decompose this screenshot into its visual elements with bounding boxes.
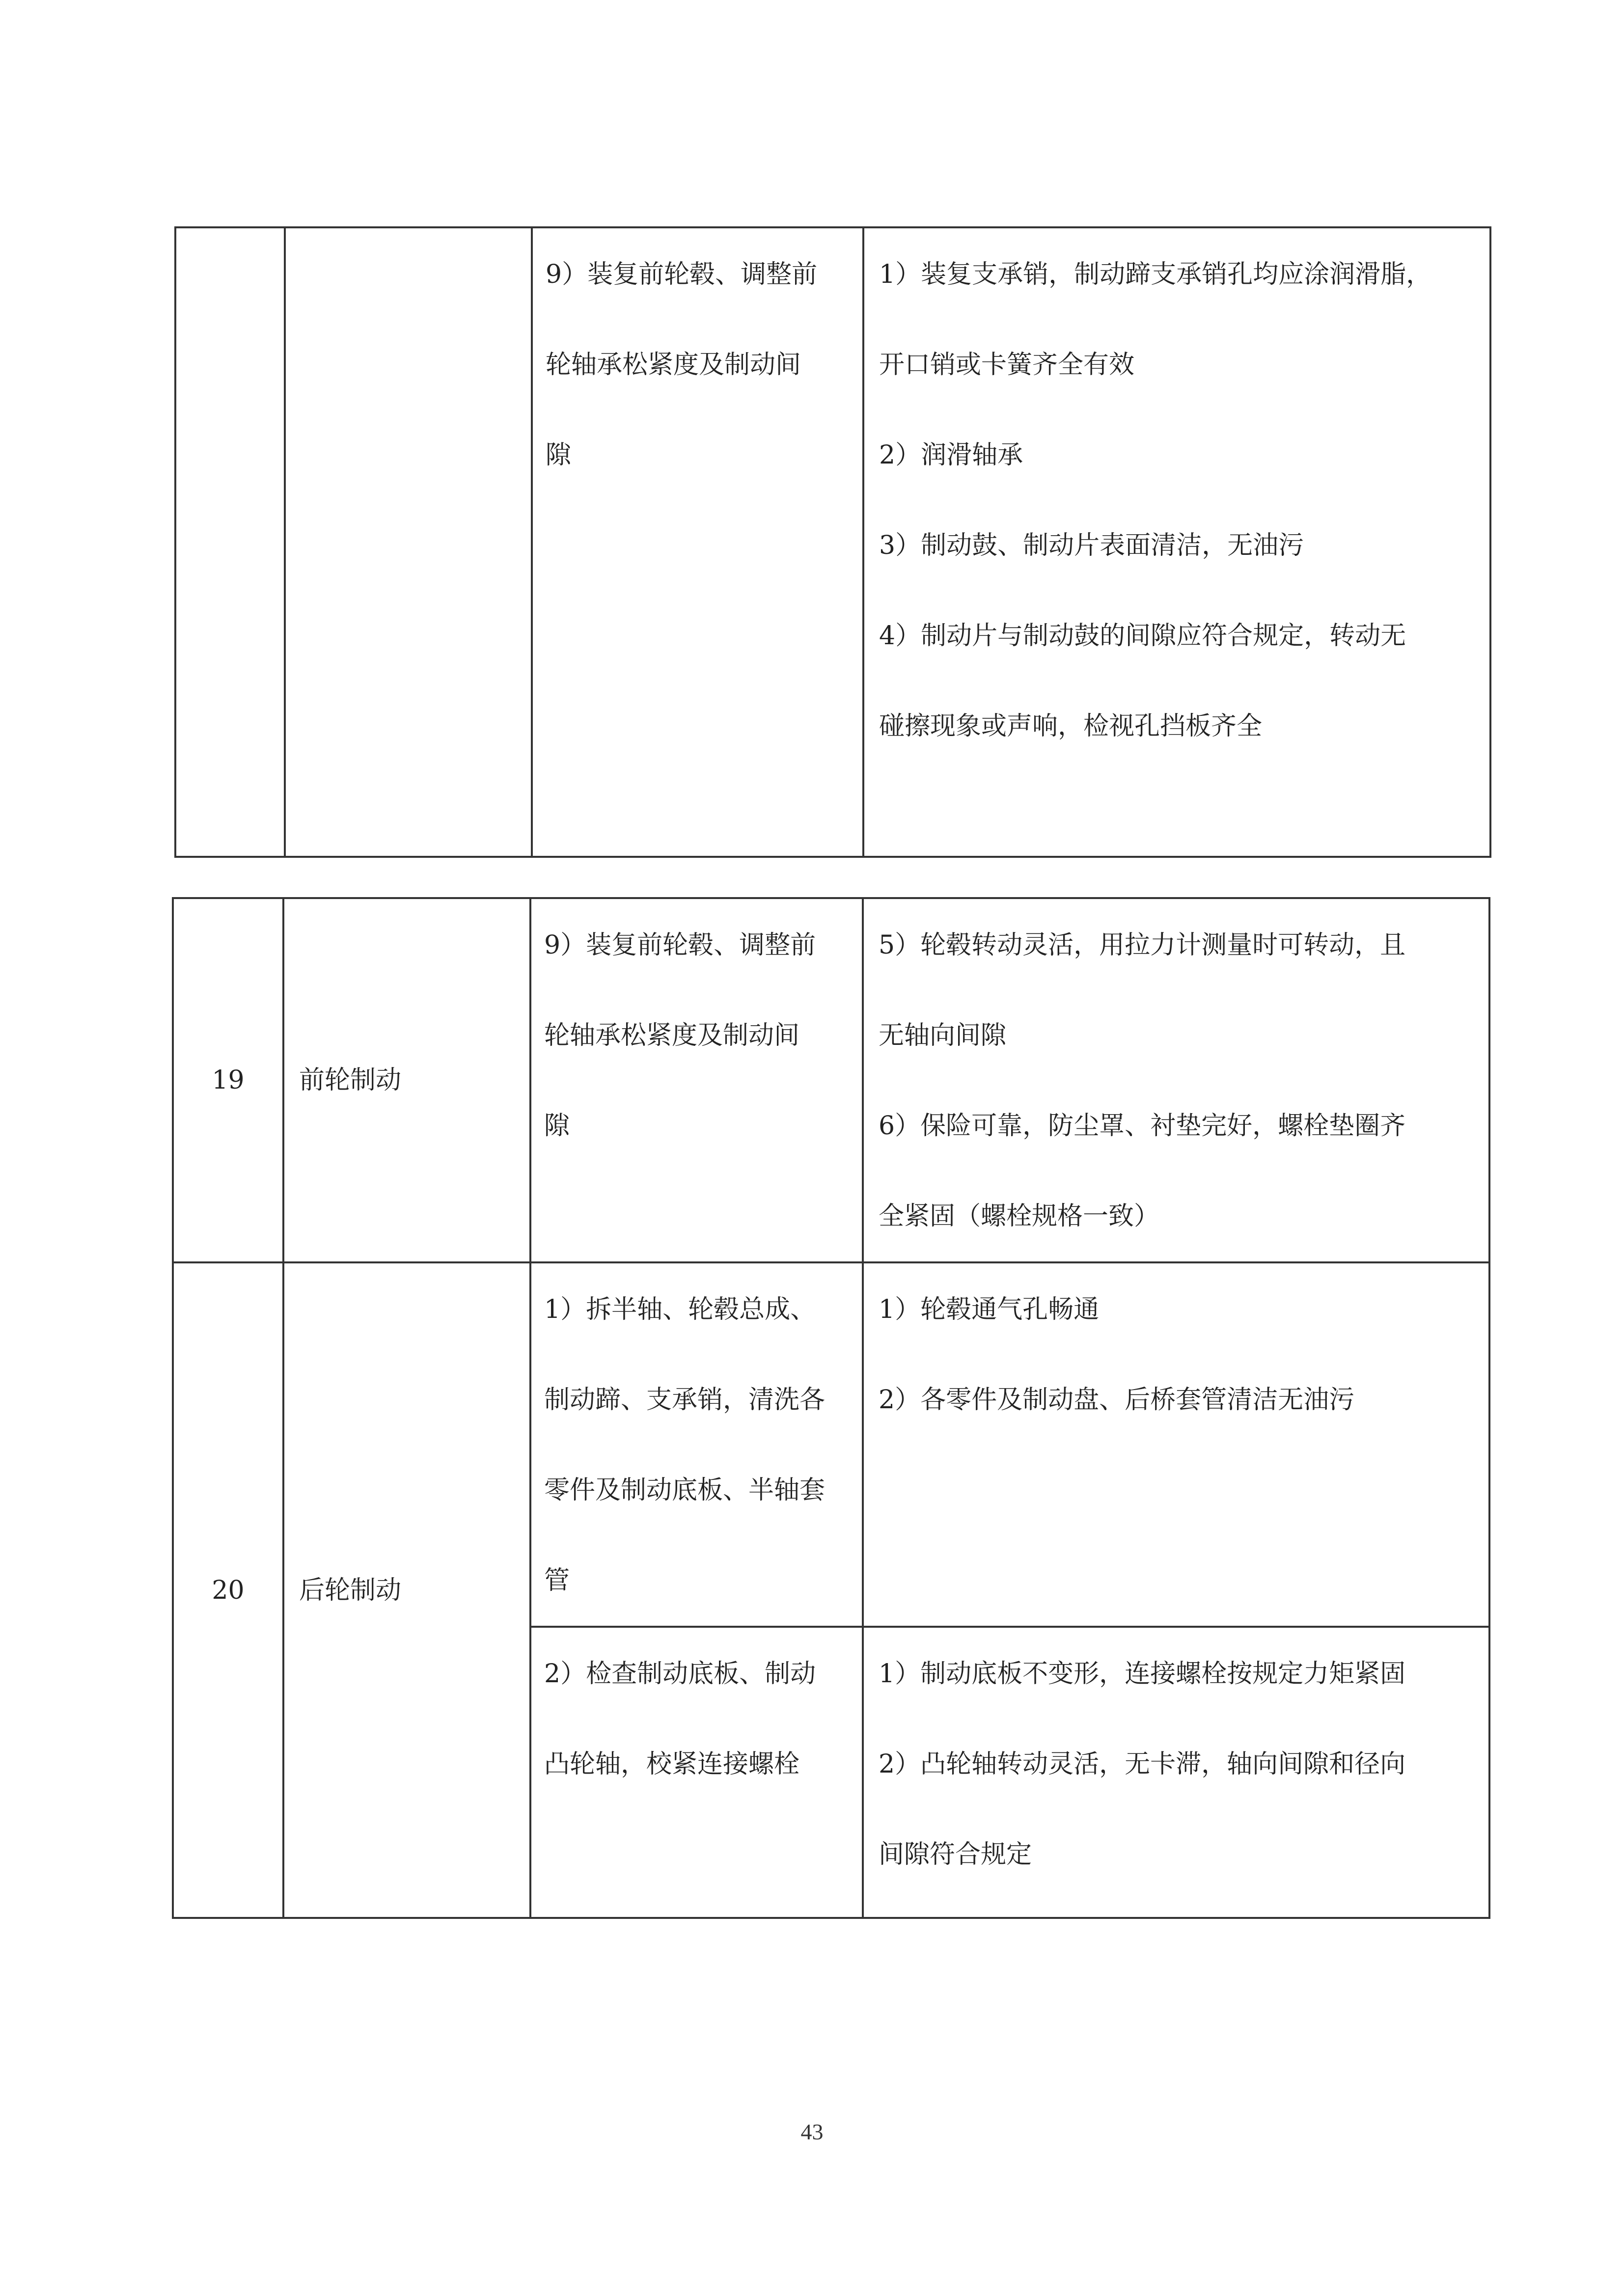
step-cell: [530, 1627, 863, 1918]
step-line: 1）拆半轴、轮毂总成、: [544, 1295, 816, 1324]
table-continued: [174, 226, 1491, 858]
requirement-cell: [863, 1262, 1489, 1627]
step-cell: [532, 227, 863, 857]
requirement-line: 开口销或卡簧齐全有效: [879, 350, 1135, 380]
requirement-line: 2）各零件及制动盘、后桥套管清洁无油污: [879, 1385, 1355, 1415]
requirement-cell: [863, 1627, 1489, 1918]
row-number-cell: 19: [173, 898, 283, 1262]
step-line: 零件及制动底板、半轴套: [544, 1476, 826, 1505]
item-name-cell: 后轮制动: [283, 1262, 530, 1918]
requirement-line: 4）制动片与制动鼓的间隙应符合规定，转动无: [879, 621, 1406, 651]
requirement-line: 1）制动底板不变形，连接螺栓按规定力矩紧固: [879, 1659, 1406, 1689]
requirement-cell: [863, 227, 1490, 857]
table-row-19: [173, 898, 1489, 1262]
item-name-cell: 前轮制动: [283, 898, 530, 1262]
step-line: 制动蹄、支承销，清洗各: [544, 1385, 826, 1415]
requirement-line: 无轴向间隙: [879, 1021, 1007, 1050]
step-line: 轮轴承松紧度及制动间: [546, 350, 801, 380]
step-line: 轮轴承松紧度及制动间: [544, 1021, 800, 1050]
row-number-cell: 20: [173, 1262, 283, 1918]
requirement-line: 1）装复支承销，制动蹄支承销孔均应涂润滑脂，: [879, 260, 1432, 289]
step-line: 9）装复前轮毂、调整前: [544, 930, 816, 960]
step-line: 隙: [544, 1111, 570, 1141]
page-number: 43: [800, 2119, 824, 2144]
step-line: 9）装复前轮毂、调整前: [546, 260, 818, 289]
table-row: [175, 227, 1490, 857]
requirement-line: 全紧固（螺栓规格一致）: [879, 1202, 1160, 1231]
requirement-line: 间隙符合规定: [879, 1840, 1032, 1869]
step-line: 凸轮轴，校紧连接螺栓: [544, 1749, 800, 1779]
item-name-cell: [285, 227, 532, 857]
step-line: 2）检查制动底板、制动: [544, 1659, 816, 1689]
requirement-line: 碰擦现象或声响，检视孔挡板齐全: [879, 711, 1263, 741]
step-cell: [530, 1262, 863, 1627]
table-row-20: [173, 1262, 1489, 1627]
requirement-line: 1）轮毂通气孔畅通: [879, 1295, 1100, 1324]
requirement-line: 3）制动鼓、制动片表面清洁，无油污: [879, 531, 1304, 560]
requirement-cell: [863, 898, 1489, 1262]
requirement-line: 2）润滑轴承: [879, 440, 1023, 470]
requirement-line: 2）凸轮轴转动灵活，无卡滞，轴向间隙和径向: [879, 1749, 1406, 1779]
step-line: 管: [544, 1566, 570, 1595]
requirement-line: 6）保险可靠，防尘罩、衬垫完好，螺栓垫圈齐: [879, 1111, 1406, 1141]
step-line: 隙: [546, 440, 572, 470]
row-number-cell: [175, 227, 285, 857]
table-main: [172, 897, 1490, 1919]
step-cell: [530, 898, 863, 1262]
requirement-line: 5）轮毂转动灵活，用拉力计测量时可转动，且: [879, 930, 1406, 960]
